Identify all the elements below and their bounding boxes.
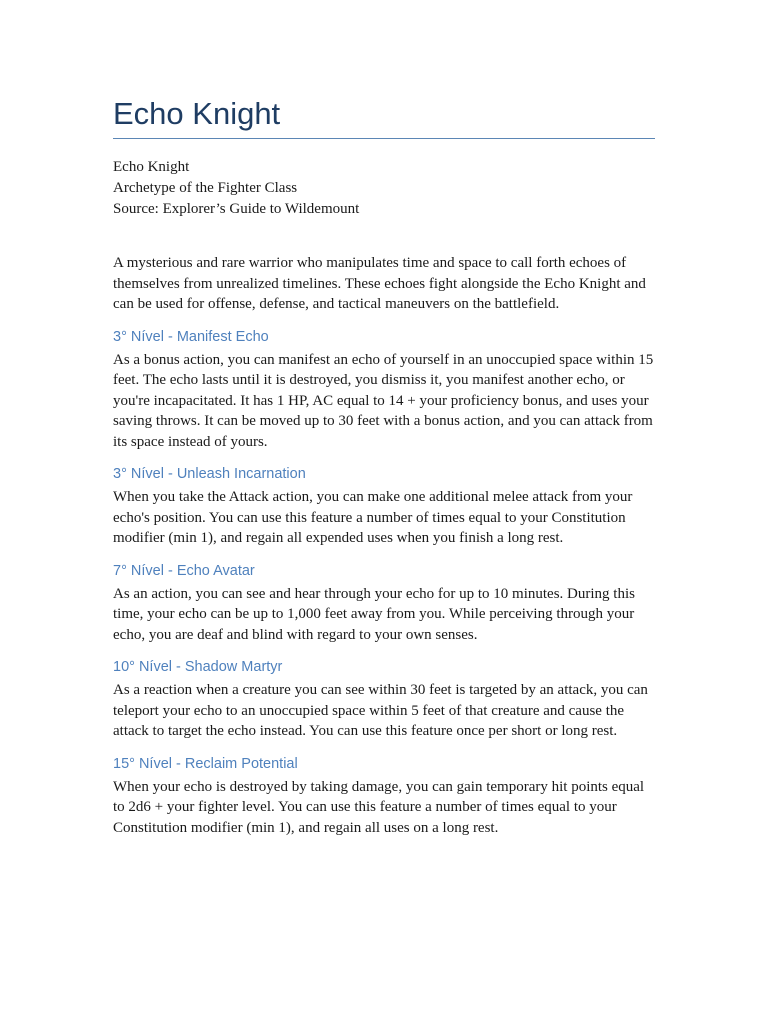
meta-source: Source: Explorer’s Guide to Wildemount: [113, 201, 360, 217]
feature-heading: 3° Nível - Unleash Incarnation: [113, 466, 306, 482]
feature-unleash-incarnation: [113, 464, 655, 549]
feature-text: As an action, you can see and hear through your echo for up to 10 minutes. During this time, your echo can be up to 1,000 feet away from you. While perceiving through your echo, you are deaf and blind with regard to your own senses.: [113, 585, 635, 643]
feature-heading: 15° Nível - Reclaim Potential: [113, 755, 298, 772]
feature-text: When your echo is destroyed by taking damage, you can gain temporary hit points equal to 2d6 + your fighter level. You can use this feature a number of times equal to your Constitution modifier (min 1), and regain all uses on a long rest.: [113, 778, 645, 836]
feature-text: As a reaction when a creature you can see within 30 feet is targeted by an attack, you can teleport your echo to an unoccupied space within 5 feet of that creature and cause the attack to target the echo instead. You can use this feature once per short or long rest.: [113, 682, 648, 739]
document-meta: [113, 157, 655, 220]
feature-shadow-martyr: [113, 657, 655, 742]
feature-heading: 7° Nível - Echo Avatar: [113, 562, 255, 579]
feature-heading: 10° Nível - Shadow Martyr: [113, 659, 283, 675]
feature-text: When you take the Attack action, you can make one additional melee attack from your echo's position. You can use this feature a number of times equal to your Constitution modifier (min 1), and regain all expended uses when you finish a long rest.: [113, 489, 633, 546]
document-page: [113, 93, 655, 838]
meta-name: Echo Knight: [113, 159, 190, 175]
intro-paragraph: A mysterious and rare warrior who manipulates time and space to call forth echoes of themselves from unrealized timelines. These echoes fight alongside the Echo Knight and can be used for offense, defense, and tactical maneuvers on the battlefield.: [113, 255, 646, 312]
feature-echo-avatar: [113, 561, 655, 646]
feature-reclaim-potential: [113, 754, 655, 839]
document-title: Echo Knight: [113, 96, 281, 131]
feature-manifest-echo: [113, 327, 655, 453]
feature-heading: 3° Nível - Manifest Echo: [113, 328, 269, 345]
feature-text: As a bonus action, you can manifest an echo of yourself in an unoccupied space within 15 feet. The echo lasts until it is destroyed, you dismiss it, you manifest another echo, or you're incapacitated. It has 1 HP, AC equal to 14 + your proficiency bonus, and uses your saving throws. It can be moved up to 30 feet with a bonus action, and you can attack from its space instead of yours.: [113, 351, 654, 450]
meta-archetype: Archetype of the Fighter Class: [113, 180, 298, 196]
title-underline: [113, 138, 655, 139]
